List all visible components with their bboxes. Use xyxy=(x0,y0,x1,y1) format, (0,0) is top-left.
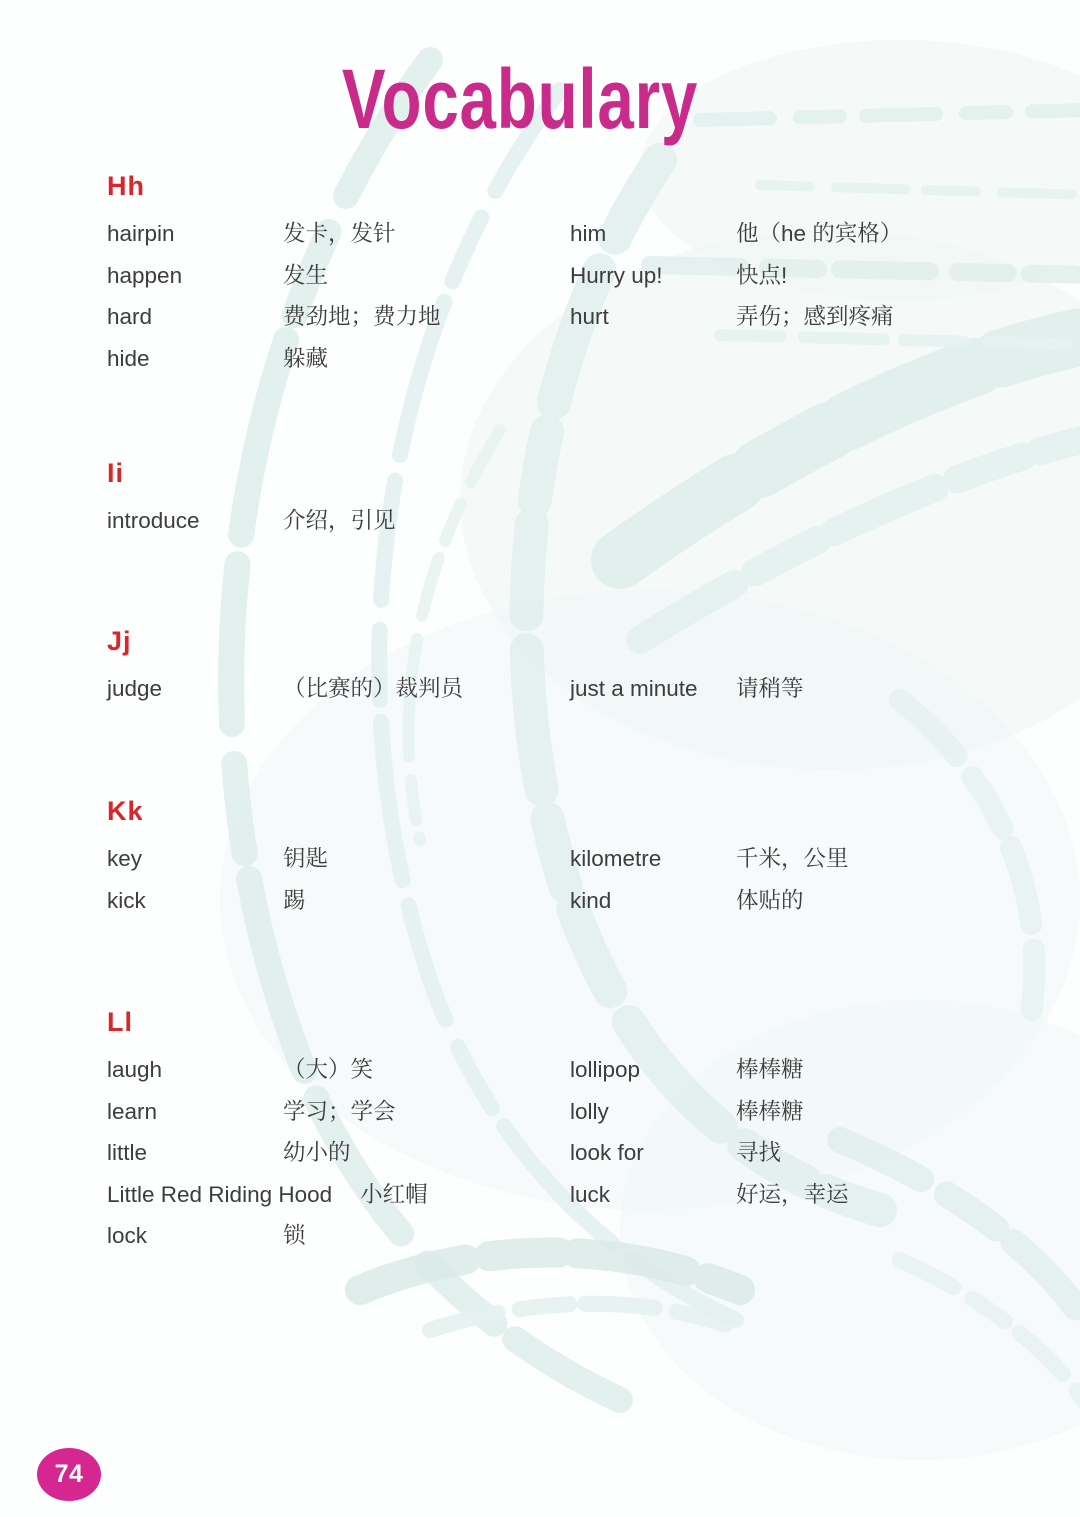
english-word: him xyxy=(570,221,607,246)
chinese-definition: 费劲地；费力地 xyxy=(283,304,441,329)
chinese-definition: 千米，公里 xyxy=(736,846,849,871)
page-number-badge xyxy=(37,1448,101,1501)
right-column xyxy=(570,1049,849,1215)
vocab-row xyxy=(570,1091,849,1133)
chinese-definition: （比赛的）裁判员 xyxy=(283,676,464,701)
section-letter: Kk xyxy=(107,796,144,826)
vocab-row xyxy=(570,213,902,255)
chinese-definition: 小红帽 xyxy=(360,1181,428,1207)
english-word: just a minute xyxy=(570,676,698,701)
english-word: Little Red Riding Hood xyxy=(107,1181,333,1207)
english-word: judge xyxy=(107,676,163,701)
vocab-row xyxy=(570,1049,849,1091)
chinese-definition: 踢 xyxy=(283,887,306,913)
page-number: 74 xyxy=(54,1460,84,1488)
chinese-definition: 好运，幸运 xyxy=(736,1181,849,1207)
english-word: hairpin xyxy=(107,221,175,246)
chinese-definition: 发卡，发针 xyxy=(283,221,396,246)
page-title: Vocabulary xyxy=(341,52,699,146)
chinese-definition: 钥匙 xyxy=(283,846,329,871)
english-word: lolly xyxy=(570,1098,609,1124)
right-column xyxy=(570,668,804,710)
chinese-definition: 体贴的 xyxy=(736,887,804,913)
chinese-definition: 他（he 的宾格） xyxy=(736,221,903,246)
english-word: happen xyxy=(107,262,183,288)
chinese-definition: 学习；学会 xyxy=(283,1098,396,1124)
section-ll xyxy=(0,1008,1080,1257)
section-kk xyxy=(0,797,1080,921)
chinese-definition: 寻找 xyxy=(736,1140,782,1165)
chinese-definition: 棒棒糖 xyxy=(736,1057,804,1082)
vocab-row xyxy=(570,838,849,880)
english-word: lollipop xyxy=(570,1057,641,1082)
chinese-definition: 躲藏 xyxy=(283,345,329,371)
chinese-definition: 棒棒糖 xyxy=(736,1098,804,1124)
left-column xyxy=(107,500,1080,542)
right-column xyxy=(570,213,902,338)
right-column xyxy=(570,838,849,921)
vocab-row xyxy=(570,668,804,710)
english-word: key xyxy=(107,846,143,871)
section-letter: Jj xyxy=(107,626,132,656)
english-word: luck xyxy=(570,1181,611,1207)
vocab-row xyxy=(570,1132,849,1174)
section-letter: Ii xyxy=(107,458,125,488)
english-word: kind xyxy=(570,887,612,913)
vocab-row xyxy=(570,296,902,338)
english-word: kick xyxy=(107,887,146,913)
english-word: little xyxy=(107,1140,148,1165)
vocab-row xyxy=(107,500,1080,542)
vocab-row xyxy=(570,880,849,922)
vocab-row xyxy=(570,1174,849,1216)
english-word: lock xyxy=(107,1223,148,1248)
chinese-definition: 发生 xyxy=(283,262,329,288)
chinese-definition: 快点! xyxy=(736,262,788,288)
english-word: laugh xyxy=(107,1057,163,1082)
chinese-definition: 弄伤；感到疼痛 xyxy=(736,304,894,329)
english-word: hurt xyxy=(570,304,609,329)
chinese-definition: 锁 xyxy=(283,1223,306,1248)
vocab-row xyxy=(107,1215,1080,1257)
section-jj xyxy=(0,627,1080,710)
section-ii xyxy=(0,459,1080,542)
vocab-row xyxy=(570,255,902,297)
chinese-definition: 请稍等 xyxy=(736,676,804,701)
english-word: hide xyxy=(107,345,150,371)
english-word: learn xyxy=(107,1098,158,1124)
chinese-definition: 幼小的 xyxy=(283,1140,351,1165)
english-word: look for xyxy=(570,1140,644,1165)
section-letter: Hh xyxy=(107,171,145,201)
chinese-definition: 介绍，引见 xyxy=(283,508,396,533)
chinese-definition: （大）笑 xyxy=(283,1057,374,1082)
english-word: introduce xyxy=(107,508,200,533)
section-letter: Ll xyxy=(107,1007,133,1037)
english-word: Hurry up! xyxy=(570,262,663,288)
vocab-row xyxy=(107,338,1080,380)
english-word: kilometre xyxy=(570,846,662,871)
english-word: hard xyxy=(107,304,153,329)
section-hh xyxy=(0,172,1080,379)
